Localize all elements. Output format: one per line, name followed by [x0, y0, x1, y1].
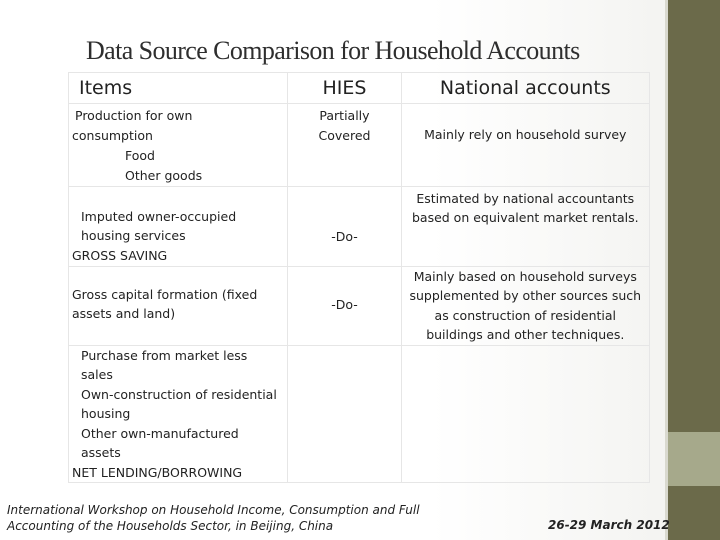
footer-line: International Workshop on Household Income, Consumption and Full	[7, 503, 420, 517]
table-row	[69, 186, 650, 266]
side-decoration-band	[668, 432, 720, 486]
table-header-row	[69, 73, 650, 104]
cell-line: Mainly rely on household survey	[424, 127, 627, 142]
row2-hies	[288, 186, 401, 266]
row3-hies	[288, 266, 401, 345]
row1-items	[69, 104, 288, 187]
row3-items	[69, 266, 288, 345]
row3-national-accounts	[401, 266, 649, 345]
cell-line: GROSS SAVING	[72, 247, 168, 263]
cell-line: NET LENDING/BORROWING	[72, 464, 243, 480]
header-items: Items	[69, 73, 288, 104]
cell-line: Mainly based on household surveys	[413, 268, 637, 284]
row2-national-accounts	[401, 186, 649, 266]
cell-line: Estimated by national accountants	[416, 190, 635, 206]
cell-line: as construction of residential	[434, 307, 617, 323]
cell-line: assets and land)	[72, 306, 176, 321]
row2-items	[69, 186, 288, 266]
cell-line: supplemented by other sources such	[409, 288, 642, 303]
cell-line: housing services	[81, 228, 186, 243]
cell-line: Production for own	[75, 108, 193, 123]
cell-line: Purchase from market less	[81, 347, 248, 363]
cell-line: consumption	[72, 127, 153, 143]
cell-line: Other goods	[125, 168, 203, 183]
footer-workshop	[7, 502, 427, 534]
slide-title: Data Source Comparison for Household Accounts	[86, 36, 580, 65]
row4-hies	[288, 345, 401, 483]
cell-line: Gross capital formation (fixed	[72, 286, 258, 302]
cell-line: assets	[81, 445, 121, 460]
cell-line: -Do-	[331, 296, 358, 312]
header-national-accounts: National accounts	[401, 73, 649, 104]
row1-national-accounts	[401, 104, 649, 187]
footer-date: 26-29 March 2012	[548, 518, 670, 532]
cell-line: sales	[81, 367, 113, 382]
cell-line: Food	[125, 148, 155, 163]
side-decoration	[668, 0, 720, 540]
table-row	[69, 345, 650, 483]
row4-items	[69, 345, 288, 483]
cell-line: -Do-	[331, 228, 358, 244]
table-row	[69, 266, 650, 345]
cell-line: Covered	[318, 127, 371, 143]
cell-line: Partially	[319, 108, 370, 123]
cell-line: housing	[81, 406, 131, 421]
header-hies: HIES	[288, 73, 401, 104]
cell-line: Imputed owner-occupied	[81, 208, 237, 224]
row4-national-accounts	[401, 345, 649, 483]
footer-line: Accounting of the Households Sector, in Beijing, China	[7, 519, 334, 533]
cell-line: buildings and other techniques.	[426, 327, 625, 342]
comparison-table	[68, 72, 650, 483]
table-row	[69, 104, 650, 187]
cell-line: based on equivalent market rentals.	[411, 210, 639, 225]
cell-line: Other own-manufactured	[81, 425, 239, 441]
row1-hies	[288, 104, 401, 187]
cell-line: Own-construction of residential	[81, 386, 277, 402]
